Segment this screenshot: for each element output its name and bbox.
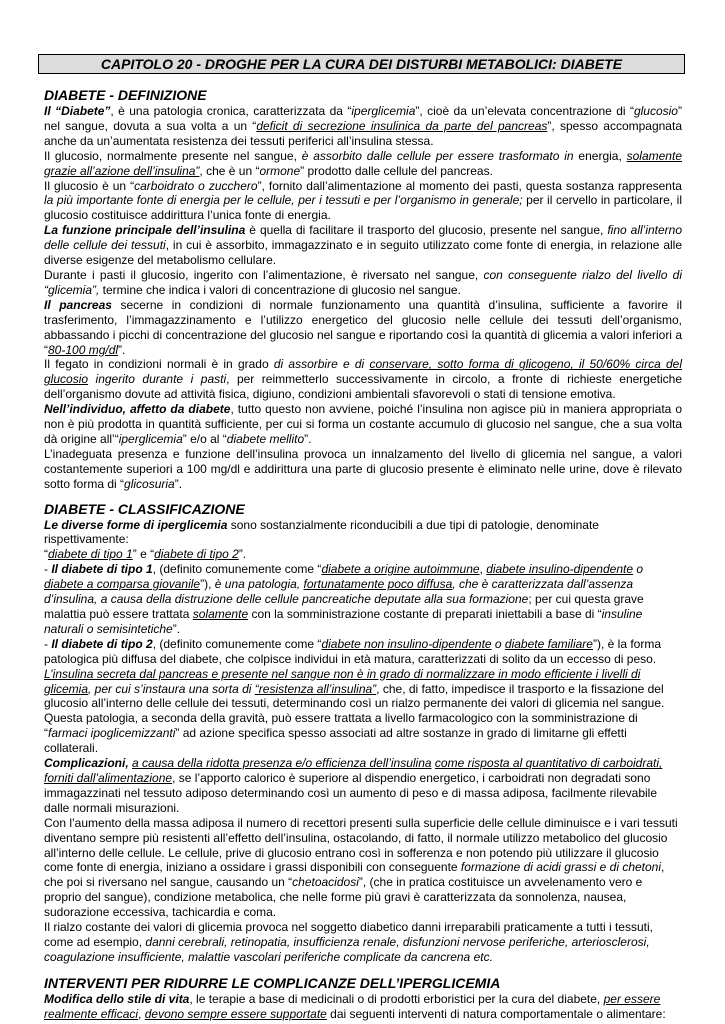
paragraph: Il fegato in condizioni normali è in grado di assorbire e di conservare, sotto forma di glicogeno, il 50/60% circa del glucosio ingerito durante i pasti, per reimmetterlo successivamente in circolo, a fronte di richieste energetiche dell’organismo dovute ad attività fisica, digiuno, condizioni ambientali sfavorevoli o stati di tensione emotiva. <box>44 357 683 402</box>
section-heading-definizione: DIABETE - DEFINIZIONE <box>44 87 207 103</box>
paragraph: Il “Diabete”, è una patologia cronica, caratterizzata da “iperglicemia”, cioè da un’elevata concentrazione di “glucosio” nel sangue, dovuta a sua volta a un “deficit di secrezione insulinica da parte del pancreas”, spesso accompagnata anche da un’aumentata resistenza dei tessuti periferici all’insulina stessa. <box>44 104 682 148</box>
paragraph: Durante i pasti il glucosio, ingerito con l’alimentazione, è riversato nel sangue, con conseguente rialzo del livello di “glicemia”, termine che indica i valori di concentrazione di glucosio nel sangue. <box>44 267 682 297</box>
paragraph: Il glucosio è un “carboidrato o zucchero”, fornito dall’alimentazione al momento dei pasti, questa sostanza rappresenta la più importante fonte di energia per le cellule, per i tessuti e per l’organismo in generale; per il cervello in particolare, il glucosio costituisce addirittura l’unica fonte di energia. <box>44 178 683 223</box>
paragraph: Questa patologia, a seconda della gravità, può essere trattata a livello farmacologico con la somministrazione di “farmaci ipoglicemizzanti” ad azione specifica spesso associati ad altre sostanze in grado di limitarne gli effetti collaterali. <box>44 711 638 756</box>
section-heading-classificazione: DIABETE - CLASSIFICAZIONE <box>44 500 245 517</box>
chapter-title: CAPITOLO 20 - DROGHE PER LA CURA DEI DISTURBI METABOLICI: DIABETE <box>100 56 623 72</box>
paragraph: Modifica dello stile di vita, le terapie a base di medicinali o di prodotti erboristici per la cura del diabete, per essere realmente efficaci, devono sempre essere supportate dai seguenti interventi di natura comportamentale o alimentare: <box>44 991 666 1021</box>
paragraph: Il glucosio, normalmente presente nel sangue, è assorbito dalle cellule per essere trasformato in energia, solamente grazie all’azione dell’insulina”, che è un “ormone” prodotto dalle cellule del pancreas. <box>44 148 682 178</box>
section-heading-interventi: INTERVENTI PER RIDURRE LE COMPLICANZE DELL’IPERGLICEMIA <box>44 974 501 991</box>
paragraph: “diabete di tipo 1” e “diabete di tipo 2”. <box>44 547 247 562</box>
paragraph: Le diverse forme di iperglicemia sono sostanzialmente riconducibili a due tipi di patologie, denominate rispettivamente: <box>44 517 599 547</box>
paragraph: Il pancreas secerne in condizioni di normale funzionamento una quantità d’insulina, sufficiente a favorire il trasferimento, l’immagazzinamento e l’utilizzo energetico del glucosio nelle cellule dei tessuti dell’organismo, abbassando i picchi di concentrazione del glucosio nel sangue e riportando così la quantità di glicemia a valori inferiori a “80-100 mg/dl”. <box>44 297 683 357</box>
paragraph: L’inadeguata presenza e funzione dell’insulina provoca un innalzamento del livello di glicemia nel sangue, a valori costantemente superiori a 100 mg/dl e addirittura una parte di glucosio presente è eliminato nelle urine, dove è rilevato sotto forma di “glicosuria”. <box>44 446 682 491</box>
paragraph: La funzione principale dell’insulina è quella di facilitare il trasporto del glucosio, presente nel sangue, fino all’interno delle cellule dei tessuti, in cui è assorbito, immagazzinato e in seguito utilizzato come fonte di energia, in relazione alle diverse esigenze del metabolismo cellulare. <box>44 223 683 268</box>
document-body <box>44 87 682 1022</box>
paragraph: - Il diabete di tipo 2, (definito comunemente come “diabete non insulino-dipendente o diabete familiare”), è la forma patologica più diffusa del diabete, che colpisce individui in età matura, caratterizzati di solito da un eccesso di peso. L’insulina secreta dal pancreas e presente nel sangue non è in grado di normalizzare in modo efficiente i livelli di glicemia, per cui s’instaura una sorta di “resistenza all’insulina”, che, di fatto, impedisce il trasporto e la fissazione del glucosio all’interno delle cellule dei tessuti, determinando così un rialzo permanente dei valori di glicemia nel sangue. <box>44 636 665 711</box>
chapter-title-box <box>38 54 685 74</box>
paragraph: Con l’aumento della massa adiposa il numero di recettori presenti sulla superficie delle cellule diminuisce e i vari tessuti diventano sempre più resistenti all’effetto dell’insulina, ostacolando, di fatto, il normale utilizzo metabolico del glucosio all’interno delle cellule. Le cellule, prive di glucosio entrano così in sofferenza e non potendo più utilizzare il glucosio come fonte di energia, iniziano a ossidare i grassi disponibili con conseguente formazione di acidi grassi e di chetoni, che poi si riversano nel sangue, causando un “chetoacidosi”, (che in pratica costituisce un avvelenamento vero e proprio del sangue), condizione metabolica, che nelle forme più gravi è caratterizzata da sonnolenza, nausea, sudorazione eccessiva, tachicardia e coma. <box>44 815 678 920</box>
paragraph: - Il diabete di tipo 1, (definito comunemente come “diabete a origine autoimmune, diabete insulino-dipendente o diabete a comparsa giovanile”), è una patologia, fortunatamente poco diffusa, che è caratterizzata dall’assenza d’insulina, a causa della distruzione delle cellule pancreatiche deputate alla sua formazione; per cui questa grave malattia può essere trattata solamente con la somministrazione costante di preparati iniettabili a base di “insuline naturali o semisintetiche”. <box>44 562 644 636</box>
paragraph: Complicazioni, a causa della ridotta presenza e/o efficienza dell’insulina come risposta al quantitativo di carboidrati, forniti dall’alimentazione, se l’apporto calorico è superiore al dispendio energetico, i carboidrati non degradati sono immagazzinati nel tessuto adiposo determinando così un aumento di peso e di massa adiposa, facilmente rilevabile dalle normali misurazioni. <box>44 756 663 815</box>
paragraph: Nell’individuo, affetto da diabete, tutto questo non avviene, poiché l’insulina non agisce più in maniera appropriata o non è più prodotta in quantità sufficiente, per cui si forma un costante accumulo di glucosio nel sangue, che a sua volta dà origine all’“iperglicemia” e/o al “diabete mellito”. <box>44 402 682 446</box>
paragraph: Il rialzo costante dei valori di glicemia provoca nel soggetto diabetico danni irreparabili praticamente a tutti i tessuti, come ad esempio, danni cerebrali, retinopatia, insufficienza renale, disfunzioni nervose periferiche, arteriosclerosi, coagulazione insufficiente, malattie vascolari periferiche complicate da cancrena etc. <box>44 920 653 964</box>
